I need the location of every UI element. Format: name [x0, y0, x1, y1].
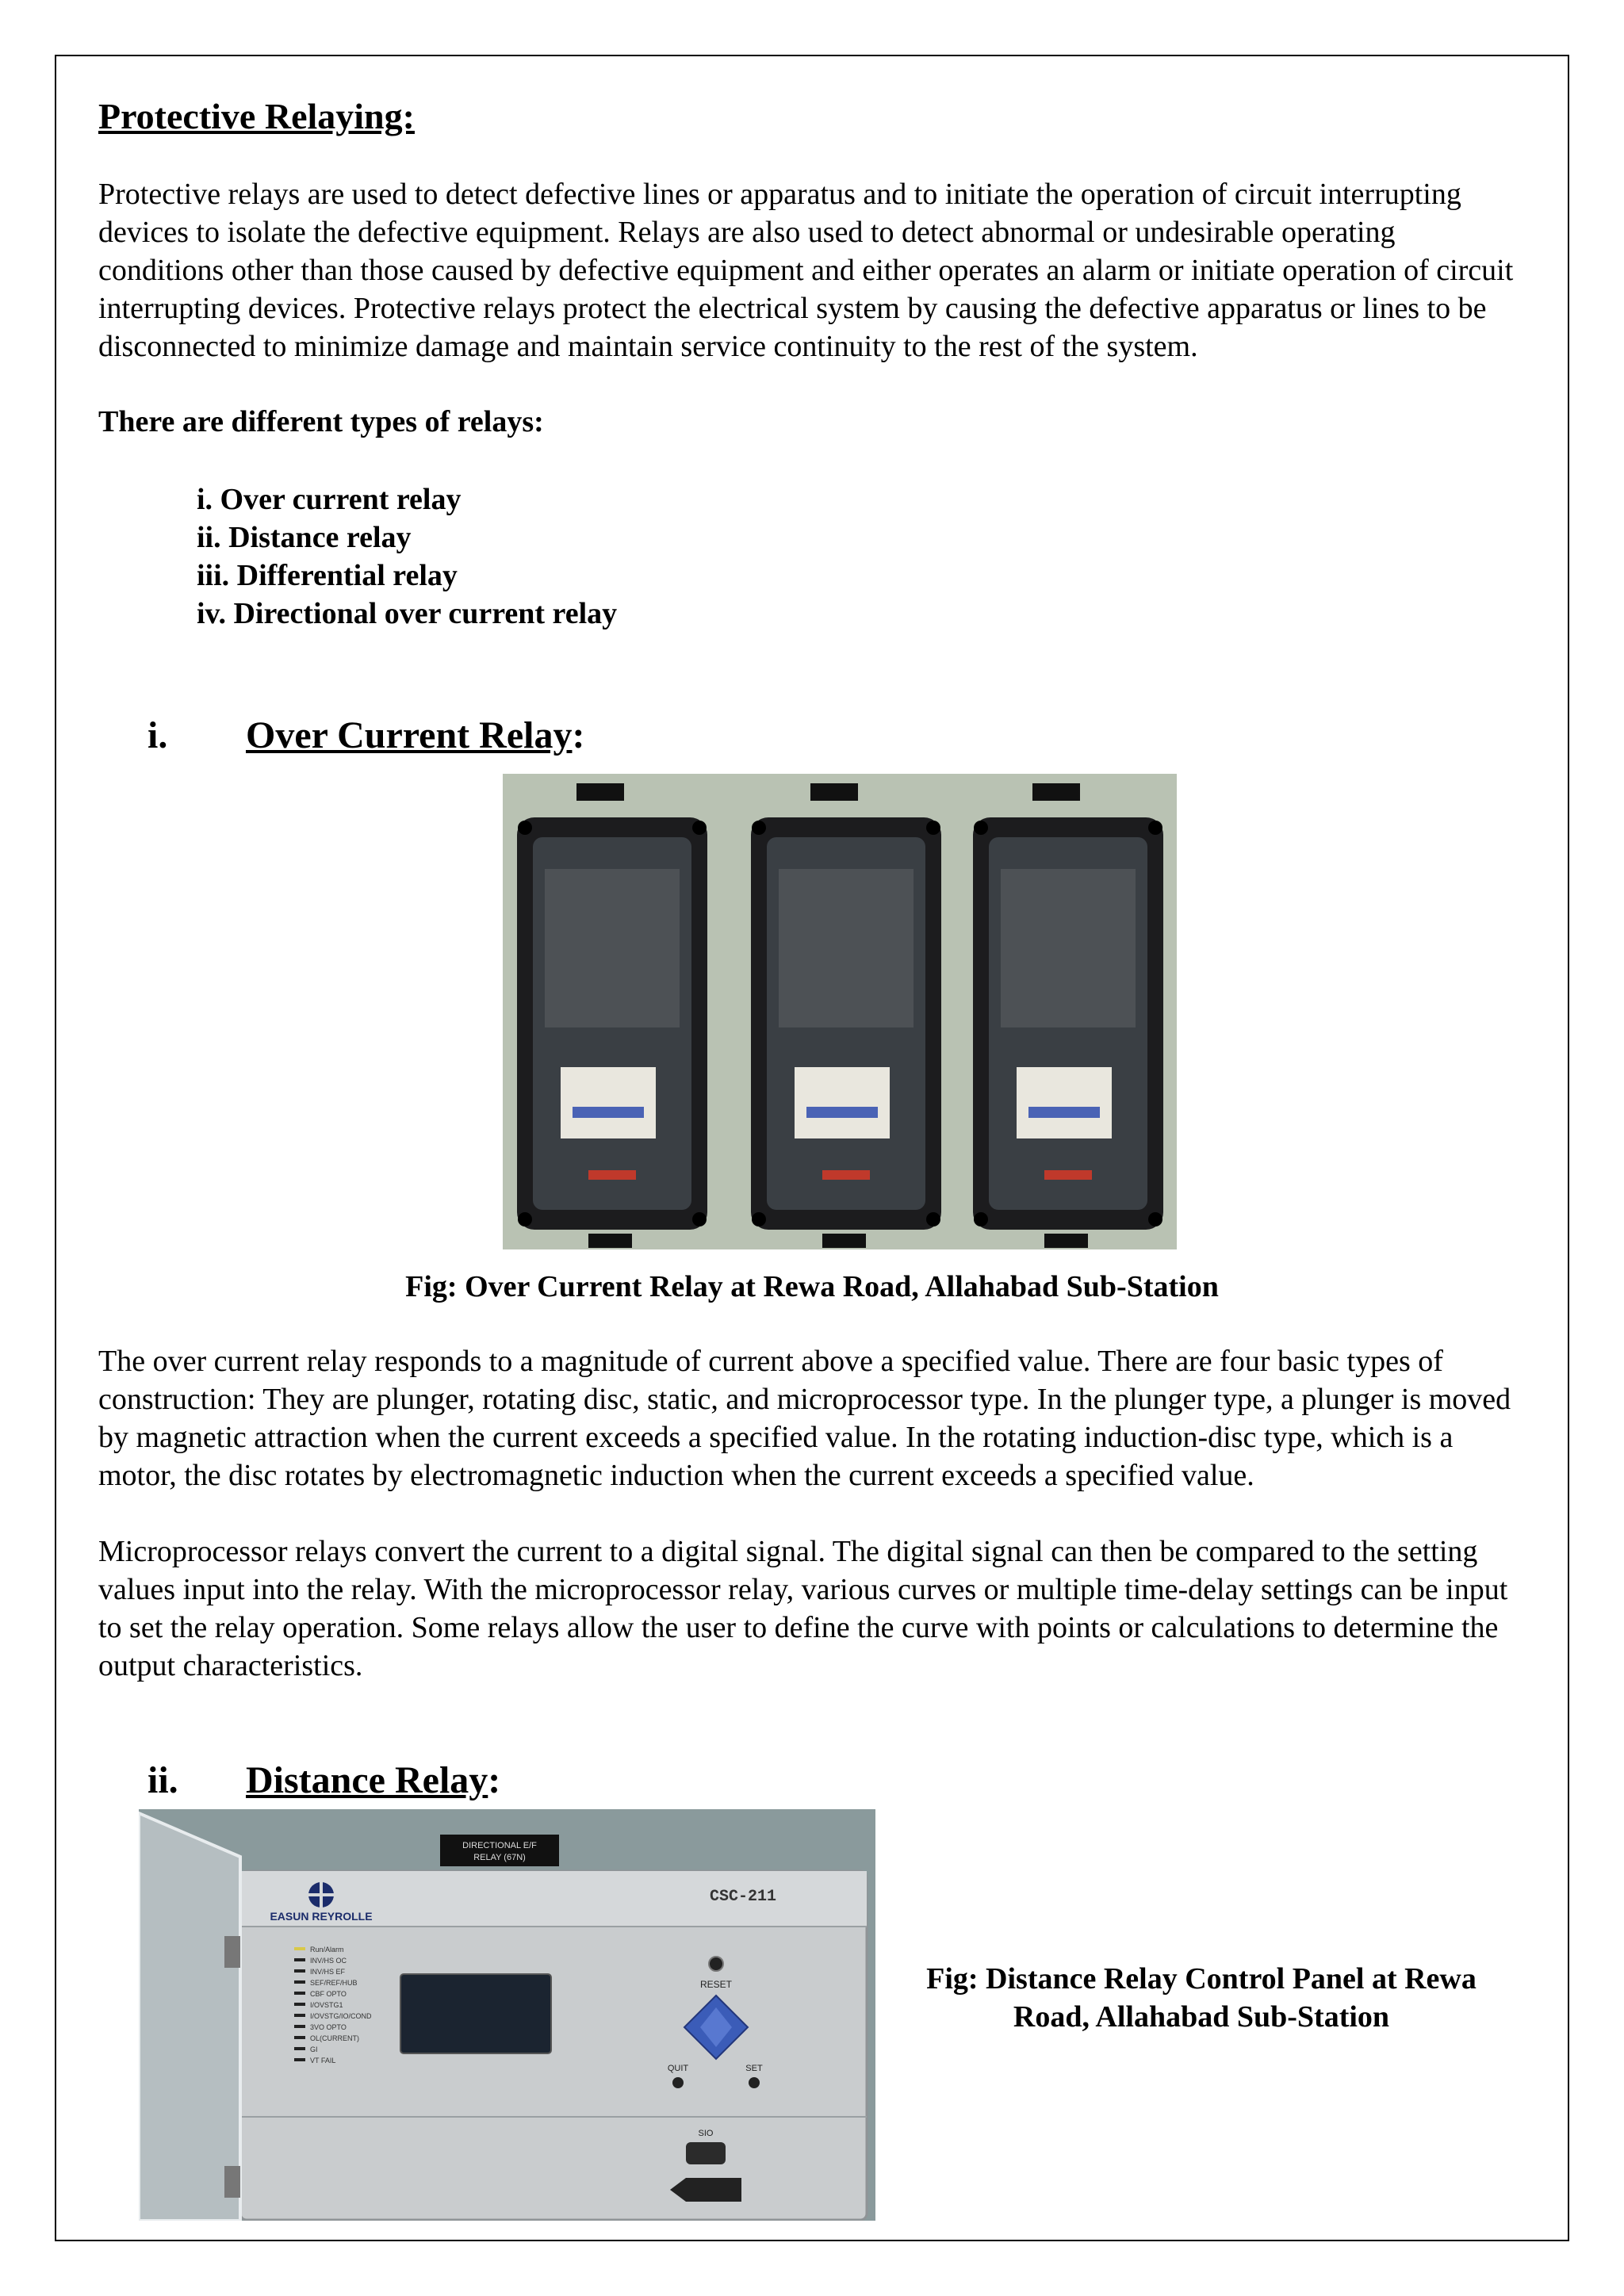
intro-paragraph: Protective relays are used to detect defective lines or apparatus and to initiate the operation of circuit interrupting devices to isolate the defective equipment. Relays are also used to detect abnormal or undesirable operating conditions other than those caused by defective equipment and either operates an alarm or initiate operation of circuit interrupting devices. Protective relays protect the electrical system by causing the defective apparatus or lines to be disconnected to minimize damage and maintain service continuity to the rest of the system. [98, 178, 1514, 363]
led-indicator [294, 2025, 305, 2028]
section-title: Distance Relay [246, 1759, 488, 1801]
led-indicator [294, 1958, 305, 1961]
led-indicator [294, 1947, 305, 1950]
section-distance-heading: ii. Distance Relay: [98, 1758, 500, 1802]
label-plate-line-2: RELAY (67N) [473, 1853, 526, 1862]
over-current-paragraph-2: Microprocessor relays convert the current to a digital signal. The digital signal can then be compared to the setting values input into the relay. With the microprocessor relay, various curves or multiple time-delay settings can be input to set the relay operation. Some relays allow the user to define the curve with points or calculations to determine the output characteristics. [98, 1535, 1508, 1682]
led-indicator [294, 2014, 305, 2017]
figure-caption-1: Fig: Over Current Relay at Rewa Road, Allahabad Sub-Station [405, 1270, 1219, 1303]
figure-caption-2: Fig: Distance Relay Control Panel at Rewa Road, Allahabad Sub-Station [926, 1962, 1477, 2034]
port-label: SIO [698, 2129, 714, 2138]
led-label: I/OVSTG1 [310, 2001, 343, 2009]
relay-unit [973, 783, 1163, 1248]
section-title: Over Current Relay [246, 714, 573, 756]
led-label: OL(CURRENT) [310, 2034, 359, 2042]
led-indicator [294, 2003, 305, 2006]
section-over-current-heading: i. Over Current Relay: [98, 714, 584, 757]
list-item: ii. Distance relay [197, 521, 412, 554]
led-label: I/OVSTG/IO/COND [310, 2012, 372, 2020]
list-item: iv. Directional over current relay [197, 597, 618, 630]
relay-unit [751, 783, 941, 1248]
list-item: i. Over current relay [197, 483, 462, 516]
section-number: i. [147, 714, 168, 756]
led-label: GI [310, 2045, 318, 2053]
quit-button[interactable] [672, 2077, 684, 2088]
led-label: VT FAIL [310, 2057, 336, 2064]
serial-port [686, 2142, 726, 2164]
model-name: CSC-211 [710, 1888, 777, 1906]
section-number: ii. [147, 1759, 178, 1801]
led-indicator [294, 1992, 305, 1995]
set-label: SET [745, 2064, 763, 2073]
relay-types-list [197, 480, 1526, 633]
led-indicator [294, 2036, 305, 2039]
over-current-paragraph-1: The over current relay responds to a magnitude of current above a specified value. There are four basic types of construction: They are plunger, rotating disc, static, and microprocessor type. In the plunger type, a plunger is moved by magnetic attraction when the current exceeds a specified value. In the rotating induction-disc type, which is a motor, the disc rotates by electromagnetic induction when the current exceeds a specified value. [98, 1345, 1511, 1492]
led-label: Run/Alarm [310, 1946, 344, 1954]
led-label: INV/HS OC [310, 1957, 347, 1965]
page-heading: Protective Relaying: [98, 96, 415, 136]
led-indicator [294, 1969, 305, 1973]
distance-relay-illustration [139, 1809, 875, 2221]
led-indicator [294, 1980, 305, 1984]
distance-relay-photo [139, 1809, 875, 2221]
types-heading: There are different types of relays: [98, 405, 544, 438]
brand-name: EASUN REYROLLE [270, 1910, 373, 1923]
over-current-relay-photo [503, 774, 1177, 1249]
open-cover-door [139, 1813, 240, 2221]
label-plate-line-1: DIRECTIONAL E/F [462, 1841, 537, 1850]
reset-button[interactable] [709, 1957, 723, 1971]
relay-panel-illustration [503, 774, 1177, 1249]
quit-label: QUIT [667, 2064, 689, 2073]
list-item: iii. Differential relay [197, 559, 458, 592]
led-label: 3VO OPTO [310, 2023, 347, 2031]
led-label: INV/HS EF [310, 1968, 346, 1976]
led-indicator [294, 2047, 305, 2050]
led-label: CBF OPTO [310, 1990, 347, 1998]
led-label: SEF/REF/HUB [310, 1979, 358, 1987]
reset-label: RESET [699, 1979, 733, 1990]
relay-unit [517, 783, 707, 1248]
set-button[interactable] [749, 2077, 760, 2088]
over-current-text [98, 1342, 1526, 1685]
lcd-screen [400, 1974, 551, 2053]
led-indicator [294, 2058, 305, 2061]
document-body [98, 95, 1526, 633]
